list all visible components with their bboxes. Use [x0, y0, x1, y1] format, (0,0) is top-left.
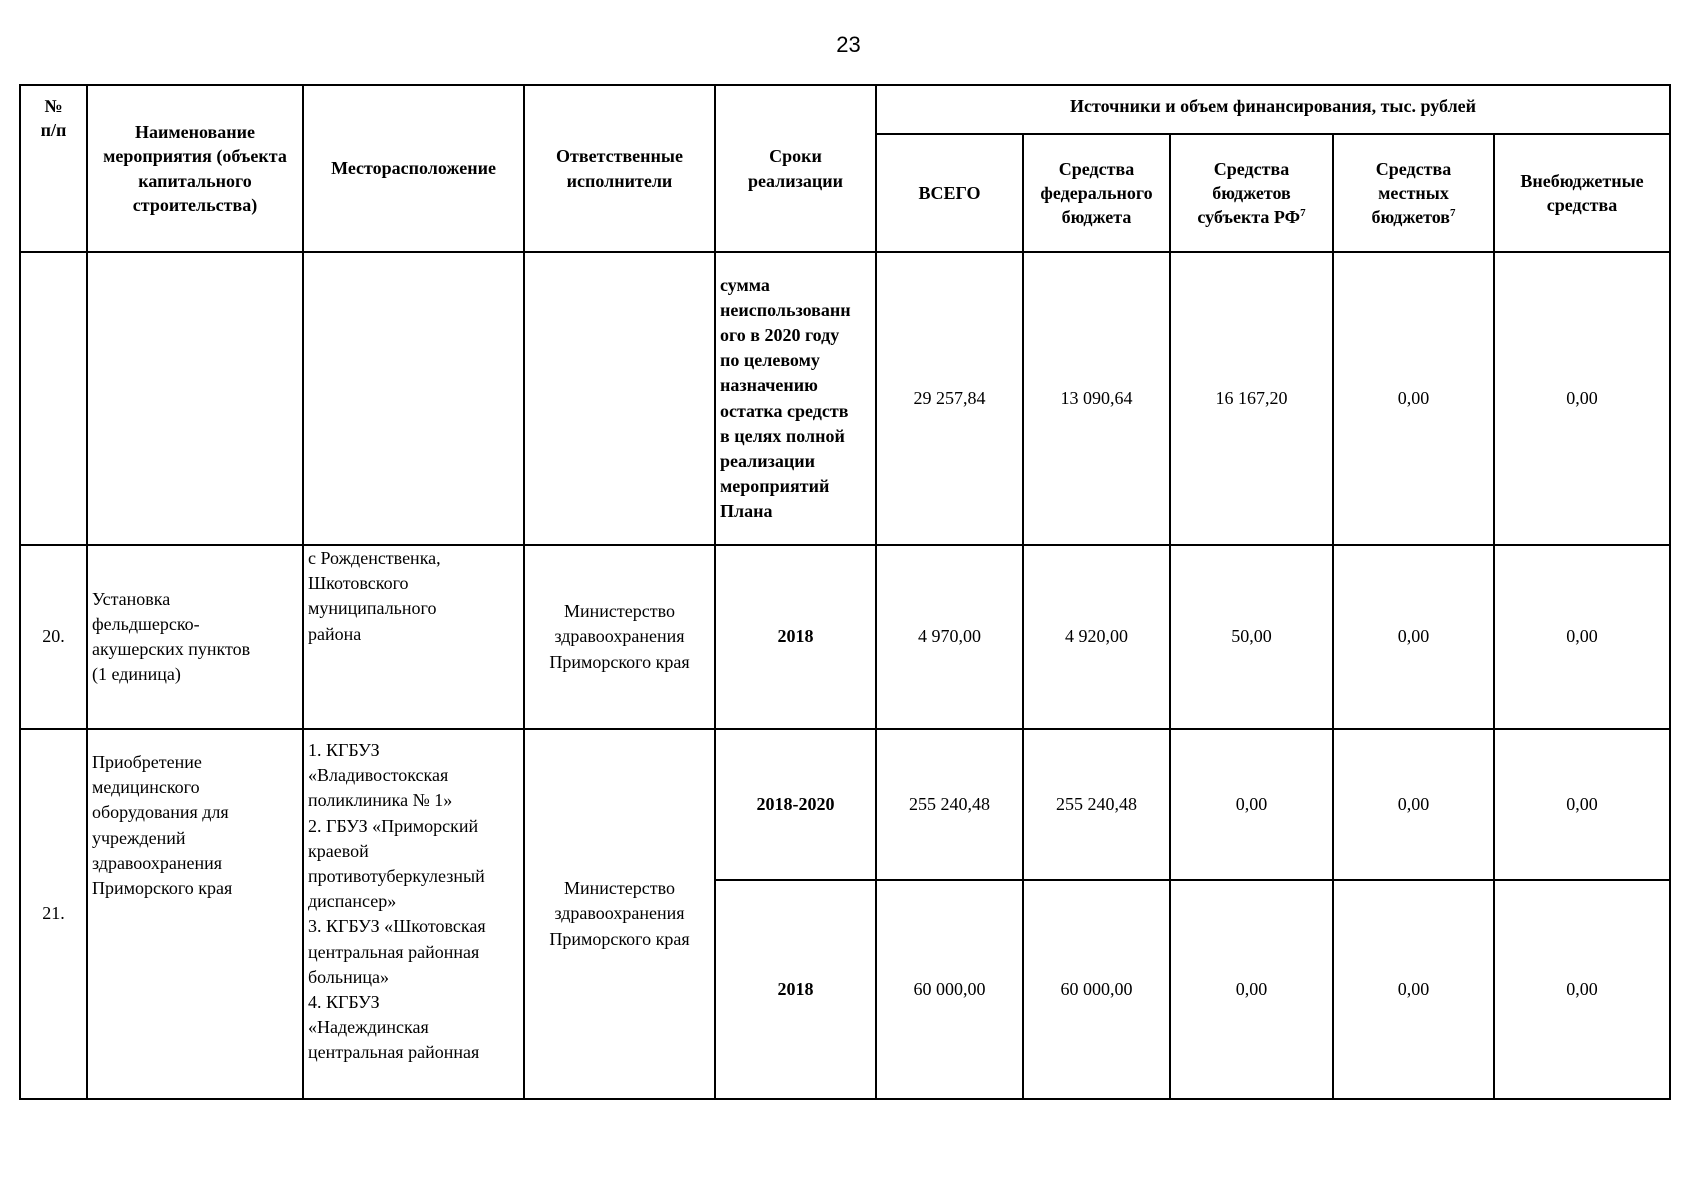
cell-responsible: Министерство здравоохранения Приморского края: [524, 729, 715, 1099]
cell-regional: 0,00: [1170, 729, 1333, 880]
cell-extrabudget: 0,00: [1494, 729, 1670, 880]
cell-responsible: [524, 252, 715, 545]
header-regional-label: Средства бюджетов субъекта РФ: [1197, 158, 1301, 228]
page-number: 23: [836, 32, 861, 57]
cell-local: 0,00: [1333, 880, 1494, 1099]
cell-regional: 0,00: [1170, 880, 1333, 1099]
cell-federal: 13 090,64: [1023, 252, 1170, 545]
cell-name: [87, 252, 303, 545]
cell-federal: 4 920,00: [1023, 545, 1170, 729]
table-row: [20, 729, 1670, 880]
header-regional: [1170, 134, 1333, 252]
cell-extrabudget: 0,00: [1494, 252, 1670, 545]
header-name: Наименование мероприятия (объекта капитального строительства): [87, 85, 303, 252]
cell-extrabudget: 0,00: [1494, 880, 1670, 1099]
cell-total: 60 000,00: [876, 880, 1023, 1099]
header-location: Месторасположение: [303, 85, 524, 252]
cell-terms: сумма неиспользованн ого в 2020 году по целевому назначению остатка средств в целях полной реализации мероприятий Плана: [715, 252, 876, 545]
header-responsible: Ответственные исполнители: [524, 85, 715, 252]
cell-regional: 16 167,20: [1170, 252, 1333, 545]
cell-local: 0,00: [1333, 729, 1494, 880]
cell-federal: 60 000,00: [1023, 880, 1170, 1099]
header-local-label: Средства местных бюджетов: [1371, 158, 1452, 228]
header-extrabudget: Внебюджетные средства: [1494, 134, 1670, 252]
cell-terms: 2018-2020: [715, 729, 876, 880]
header-row-1: [20, 85, 1670, 134]
funding-table: [19, 84, 1671, 1100]
cell-location: с Рожденственка, Шкотовского муниципального района: [303, 545, 524, 729]
cell-name: Приобретение медицинского оборудования для учреждений здравоохранения Приморского края: [87, 729, 303, 1099]
cell-num: [20, 252, 87, 545]
header-num: № п/п: [20, 85, 87, 252]
header-terms: Сроки реализации: [715, 85, 876, 252]
table-row: [20, 545, 1670, 729]
cell-local: 0,00: [1333, 545, 1494, 729]
cell-regional: 50,00: [1170, 545, 1333, 729]
header-regional-footnote: 7: [1300, 207, 1306, 220]
cell-extrabudget: 0,00: [1494, 545, 1670, 729]
cell-federal: 255 240,48: [1023, 729, 1170, 880]
cell-terms: 2018: [715, 880, 876, 1099]
cell-location: 1. КГБУЗ «Владивостокская поликлиника № 1» 2. ГБУЗ «Приморский краевой противотуберкулезный диспансер» 3. КГБУЗ «Шкотовская центральная районная больница» 4. КГБУЗ «Надеждинская центральная районная: [303, 729, 524, 1099]
cell-total: 4 970,00: [876, 545, 1023, 729]
cell-num: 20.: [20, 545, 87, 729]
table-row: [20, 252, 1670, 545]
header-total: ВСЕГО: [876, 134, 1023, 252]
cell-location: [303, 252, 524, 545]
cell-name: Установка фельдшерско- акушерских пунктов (1 единица): [87, 545, 303, 729]
cell-total: 255 240,48: [876, 729, 1023, 880]
header-local-footnote: 7: [1450, 207, 1456, 220]
cell-responsible: Министерство здравоохранения Приморского края: [524, 545, 715, 729]
cell-terms: 2018: [715, 545, 876, 729]
header-funding-group: Источники и объем финансирования, тыс. рублей: [876, 85, 1670, 134]
header-federal: Средства федерального бюджета: [1023, 134, 1170, 252]
cell-total: 29 257,84: [876, 252, 1023, 545]
header-local: [1333, 134, 1494, 252]
cell-local: 0,00: [1333, 252, 1494, 545]
cell-num: 21.: [20, 729, 87, 1099]
